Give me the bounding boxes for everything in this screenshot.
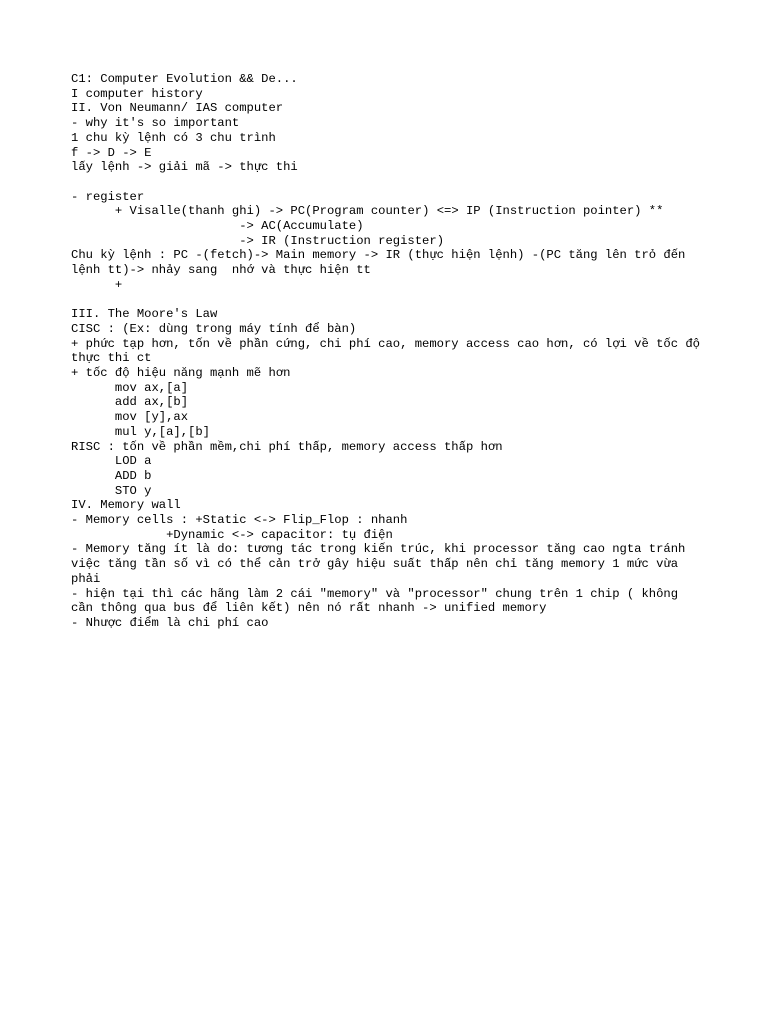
doc-line: - why it's so important	[71, 116, 240, 131]
code-line: STO y	[71, 483, 152, 498]
doc-line: 1 chu kỳ lệnh có 3 chu trình	[71, 130, 276, 145]
code-line: mov [y],ax	[71, 410, 189, 425]
doc-line: lấy lệnh -> giải mã -> thực thi	[71, 160, 298, 175]
doc-line: I computer history	[71, 86, 203, 101]
blank-line	[71, 293, 701, 308]
code-line: LOD a	[71, 454, 152, 469]
doc-line: - Memory cells : +Static <-> Flip_Flop : nhanh	[71, 513, 408, 528]
doc-heading: C1: Computer Evolution && De...	[71, 72, 298, 86]
doc-line: - hiện tại thì các hãng làm 2 cái "memory" và "processor" chung trên 1 chip ( không cần thông qua bus để liên kết) nên nó rất nhanh -> unified memory	[71, 586, 686, 616]
doc-line: CISC : (Ex: dùng trong máy tính để bàn)	[71, 321, 357, 336]
doc-line: + Visalle(thanh ghi) -> PC(Program counter) <=> IP (Instruction pointer) **	[71, 204, 664, 219]
code-line: mov ax,[a]	[71, 380, 189, 395]
doc-line: +	[71, 277, 123, 292]
code-line: ADD b	[71, 468, 152, 483]
doc-line: II. Von Neumann/ IAS computer	[71, 101, 284, 116]
doc-line: -> IR (Instruction register)	[71, 233, 445, 248]
doc-line: RISC : tốn về phần mềm,chi phí thấp, memory access thấp hơn	[71, 439, 503, 454]
doc-line: - register	[71, 189, 145, 204]
doc-line: + phức tạp hơn, tốn về phần cứng, chi phí cao, memory access cao hơn, có lợi về tốc độ thực thi ct	[71, 336, 708, 366]
code-line: add ax,[b]	[71, 395, 189, 410]
document-page	[71, 72, 708, 631]
doc-line: III. The Moore's Law	[71, 307, 218, 322]
doc-line: +Dynamic <-> capacitor: tụ điện	[71, 527, 393, 542]
doc-line: - Memory tăng ít là do: tương tác trong kiến trúc, khi processor tăng cao ngta tránh việc tăng tần số vì có thể cản trở gây hiệu suất thấp nên chỉ tăng memory 1 mức vừa phải	[71, 542, 693, 586]
doc-line: IV. Memory wall	[71, 498, 181, 513]
blank-line	[71, 175, 701, 190]
doc-line: -> AC(Accumulate)	[71, 219, 364, 234]
doc-line: + tốc độ hiệu năng mạnh mẽ hơn	[71, 366, 291, 381]
doc-line: Chu kỳ lệnh : PC -(fetch)-> Main memory -> IR (thực hiện lệnh) -(PC tăng lên trỏ đến lệnh tt)-> nhảy sang nhớ và thực hiện tt	[71, 248, 693, 278]
code-line: mul y,[a],[b]	[71, 424, 210, 439]
doc-line: f -> D -> E	[71, 145, 152, 160]
doc-line: - Nhược điểm là chi phí cao	[71, 615, 269, 630]
